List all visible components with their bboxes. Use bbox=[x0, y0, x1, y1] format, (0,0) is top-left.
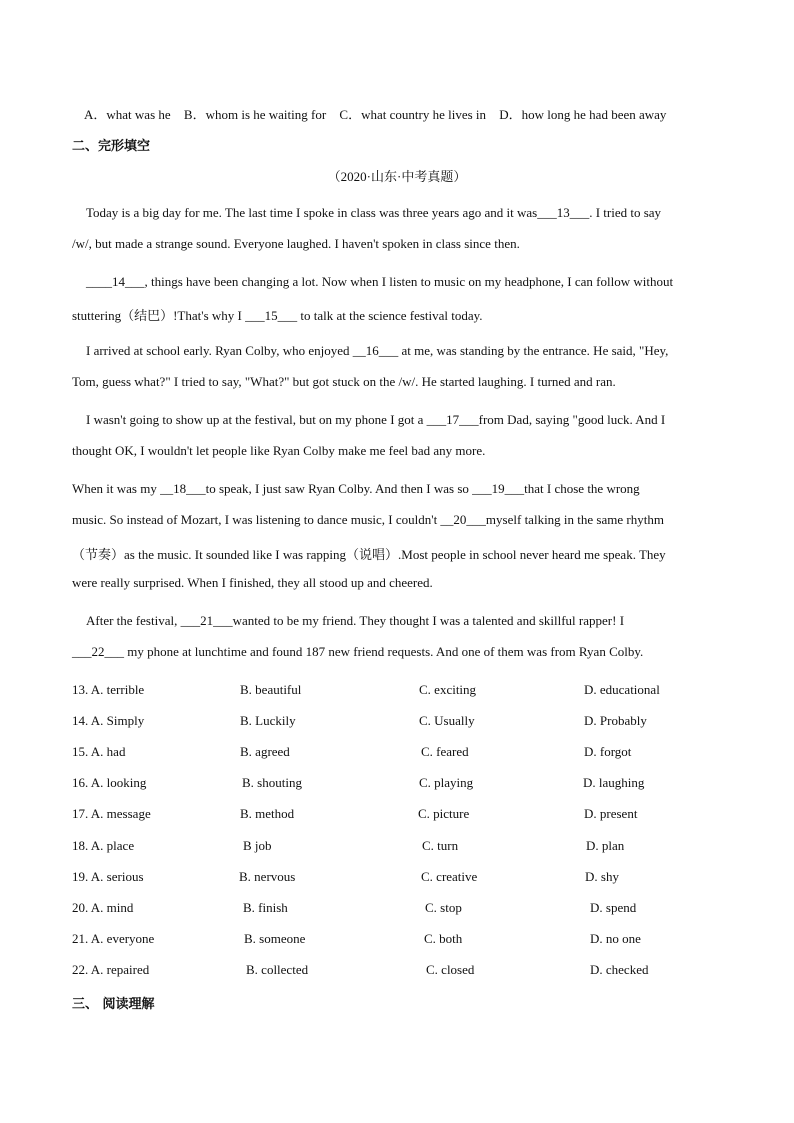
previous-question-options bbox=[84, 104, 676, 123]
passage-line: thought OK, I wouldn't let people like Ryan Colby make me feel bad any more. bbox=[72, 443, 486, 458]
choice-d: D. forgot bbox=[584, 744, 632, 759]
choice-d: D. educational bbox=[584, 682, 660, 697]
question-row bbox=[72, 900, 722, 918]
option-c: C．what country he lives in bbox=[339, 107, 487, 122]
passage-line: I wasn't going to show up at the festival, but on my phone I got a ___17___from Dad, saying "good luck. And I bbox=[86, 412, 666, 427]
choice-d: D. no one bbox=[590, 931, 641, 946]
choice-c: C. playing bbox=[419, 775, 474, 790]
choice-b: B. nervous bbox=[239, 869, 296, 884]
choice-b: B. someone bbox=[244, 931, 306, 946]
choice-b: B. beautiful bbox=[240, 682, 302, 697]
choice-a: 15. A. had bbox=[72, 744, 126, 759]
passage-line: ____14___, things have been changing a lot. Now when I listen to music on my headphone, I can follow without bbox=[86, 274, 674, 289]
choice-b: B. agreed bbox=[240, 744, 290, 759]
choice-a: 20. A. mind bbox=[72, 900, 134, 915]
choice-a: 14. A. Simply bbox=[72, 713, 145, 728]
choice-a: 19. A. serious bbox=[72, 869, 144, 884]
choice-c: C. closed bbox=[426, 962, 475, 977]
question-row bbox=[72, 744, 722, 762]
choice-c: C. both bbox=[424, 931, 463, 946]
passage-line: Tom, guess what?" I tried to say, "What?" but got stuck on the /w/. He started laughing. I turned and ran. bbox=[72, 374, 616, 389]
choice-c: C. feared bbox=[421, 744, 469, 759]
question-row bbox=[72, 775, 722, 793]
question-row bbox=[72, 962, 722, 980]
choice-c: C. stop bbox=[425, 900, 462, 915]
passage-line: /w/, but made a strange sound. Everyone laughed. I haven't spoken in class since then. bbox=[72, 236, 520, 251]
section-heading-cloze: 二、完形填空 bbox=[72, 139, 151, 154]
passage-line: were really surprised. When I finished, they all stood up and cheered. bbox=[72, 575, 433, 590]
question-row bbox=[72, 806, 722, 824]
section-heading-reading: 三、 阅读理解 bbox=[72, 997, 155, 1012]
source-label: （2020·山东·中考真题） bbox=[327, 169, 467, 184]
choice-a: 13. A. terrible bbox=[72, 682, 145, 697]
choice-a: 22. A. repaired bbox=[72, 962, 150, 977]
passage-line: ___22___ my phone at lunchtime and found 187 new friend requests. And one of them was from Ryan Colby. bbox=[72, 644, 644, 659]
choice-a: 16. A. looking bbox=[72, 775, 147, 790]
choice-a: 18. A. place bbox=[72, 838, 135, 853]
choice-b: B. collected bbox=[246, 962, 309, 977]
option-a: A．what was he bbox=[84, 107, 171, 122]
choice-c: C. turn bbox=[422, 838, 459, 853]
question-row bbox=[72, 869, 722, 887]
choice-b: B. Luckily bbox=[240, 713, 296, 728]
passage-line: music. So instead of Mozart, I was listening to dance music, I couldn't __20___myself talking in the same rhythm bbox=[72, 512, 664, 527]
choice-b: B. finish bbox=[243, 900, 288, 915]
question-row bbox=[72, 838, 722, 856]
choice-c: C. exciting bbox=[419, 682, 477, 697]
option-d: D．how long he had been away bbox=[499, 107, 667, 122]
choice-c: C. Usually bbox=[419, 713, 475, 728]
choice-b: B job bbox=[243, 838, 272, 853]
passage-line: After the festival, ___21___wanted to be my friend. They thought I was a talented and skillful rapper! I bbox=[86, 613, 625, 628]
choice-c: C. creative bbox=[421, 869, 478, 884]
option-b: B．whom is he waiting for bbox=[183, 107, 327, 122]
passage-line: （节奏）as the music. It sounded like I was rapping（说唱）.Most people in school never heard me speak. They bbox=[72, 547, 666, 562]
choice-b: B. shouting bbox=[242, 775, 302, 790]
choice-c: C. picture bbox=[418, 806, 470, 821]
choice-d: D. plan bbox=[586, 838, 625, 853]
choice-d: D. shy bbox=[585, 869, 619, 884]
question-row bbox=[72, 682, 722, 700]
passage-line: When it was my __18___to speak, I just saw Ryan Colby. And then I was so ___19___that I chose the wrong bbox=[72, 481, 640, 496]
choice-d: D. Probably bbox=[584, 713, 647, 728]
choice-d: D. checked bbox=[590, 962, 649, 977]
choice-d: D. present bbox=[584, 806, 638, 821]
passage-line: I arrived at school early. Ryan Colby, who enjoyed __16___ at me, was standing by the entrance. He said, "Hey, bbox=[86, 343, 669, 358]
choice-d: D. laughing bbox=[583, 775, 645, 790]
passage-line: stuttering（结巴）!That's why I ___15___ to talk at the science festival today. bbox=[72, 308, 483, 323]
choice-d: D. spend bbox=[590, 900, 637, 915]
choice-a: 17. A. message bbox=[72, 806, 151, 821]
choice-a: 21. A. everyone bbox=[72, 931, 155, 946]
question-row bbox=[72, 713, 722, 731]
passage-line: Today is a big day for me. The last time I spoke in class was three years ago and it was___13___. I tried to say bbox=[86, 205, 662, 220]
choice-b: B. method bbox=[240, 806, 295, 821]
question-row bbox=[72, 931, 722, 949]
